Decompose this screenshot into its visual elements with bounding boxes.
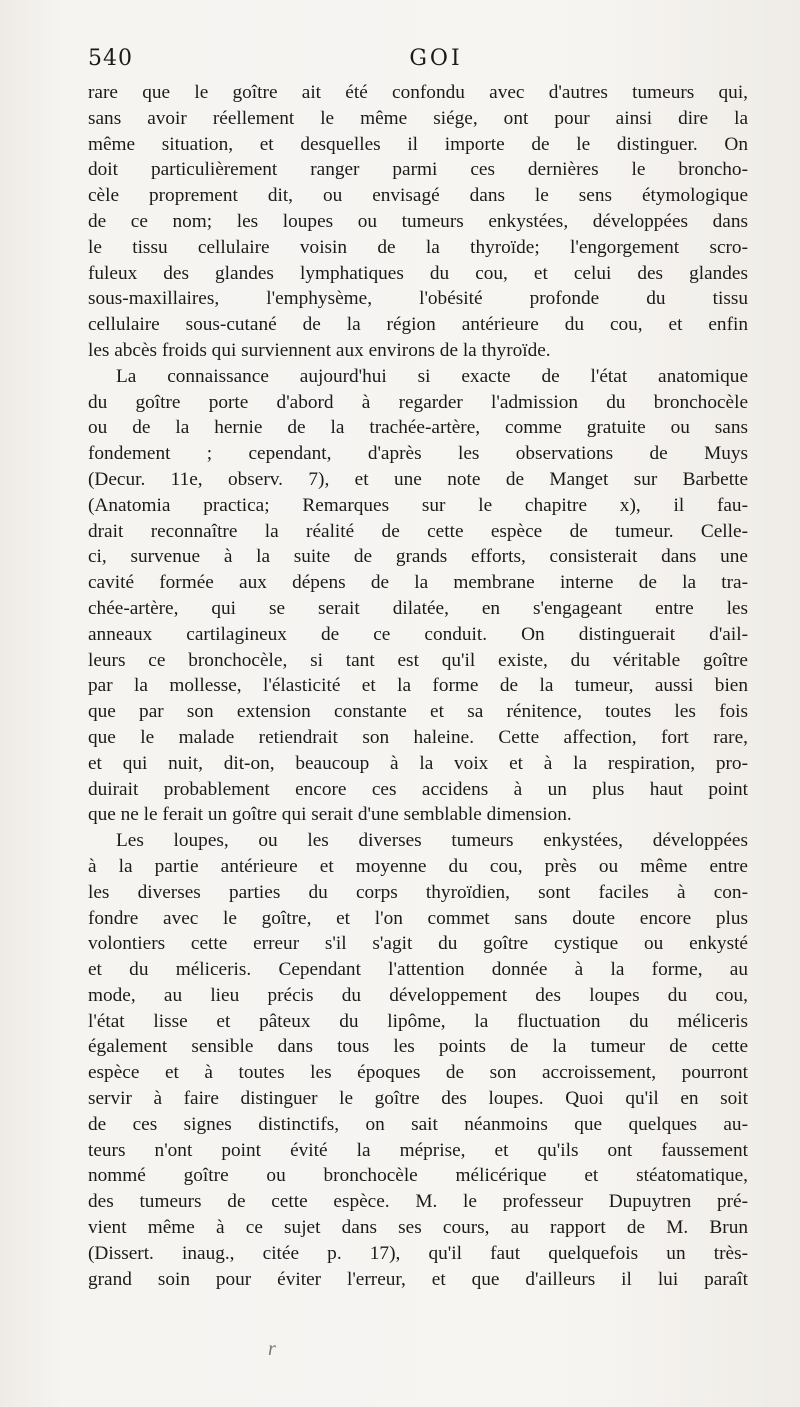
text-line: sous-maxillaires, l'emphysème, l'obésité profonde du tissu (88, 288, 748, 310)
text-line: de ces signes distinctifs, on sait néanmoins que quelques au- (88, 1113, 748, 1135)
text-line: rare que le goître ait été confondu avec d'autres tumeurs qui, (88, 82, 748, 103)
text-line: les diverses parties du corps thyroïdien, sont faciles à con- (88, 881, 748, 903)
text-line: (Dissert. inaug., citée p. 17), qu'il faut quelquefois un très- (88, 1242, 748, 1264)
text-line: ou de la hernie de la trachée-artère, comme gratuite ou sans (88, 417, 748, 439)
text-line: l'état lisse et pâteux du lipôme, la fluctuation du méliceris (88, 1010, 748, 1032)
text-line: mode, au lieu précis du développement des loupes du cou, (88, 984, 748, 1006)
text-line: même situation, et desquelles il importe de le distinguer. On (88, 133, 748, 155)
text-line: cavité formée aux dépens de la membrane interne de la tra- (88, 572, 748, 594)
text-line: leurs ce bronchocèle, si tant est qu'il existe, du véritable goître (88, 649, 748, 671)
text-line: fondement ; cependant, d'après les observations de Muys (88, 443, 748, 465)
text-line: que ne le ferait un goître qui serait d'une semblable dimension. (88, 804, 572, 826)
text-line: des tumeurs de cette espèce. M. le professeur Dupuytren pré- (88, 1191, 748, 1213)
text-line: nommé goître ou bronchocèle mélicérique et stéatomatique, (88, 1165, 748, 1187)
text-line: Les loupes, ou les diverses tumeurs enkystées, développées (116, 830, 748, 852)
text-line: (Anatomia practica; Remarques sur le chapitre x), il fau- (88, 494, 748, 516)
text-line: et qui nuit, dit-on, beaucoup à la voix et à la respiration, pro- (88, 752, 748, 774)
text-line: volontiers cette erreur s'il s'agit du goître cystique ou enkysté (88, 933, 748, 955)
text-line: grand soin pour éviter l'erreur, et que d'ailleurs il lui paraît (88, 1268, 748, 1290)
text-line: espèce et à toutes les époques de son accroissement, pourront (88, 1062, 748, 1084)
text-line: chée-artère, qui se serait dilatée, en s'engageant entre les (88, 597, 748, 619)
text-line: du goître porte d'abord à regarder l'admission du bronchocèle (88, 391, 748, 413)
text-line: teurs n'ont point évité la méprise, et qu'ils ont faussement (88, 1139, 748, 1161)
body-text (88, 80, 748, 1292)
text-line: par la mollesse, l'élasticité et la forme de la tumeur, aussi bien (88, 675, 748, 697)
text-line: et du méliceris. Cependant l'attention donnée à la forme, au (88, 959, 748, 981)
text-line: fuleux des glandes lymphatiques du cou, et celui des glandes (88, 262, 748, 284)
text-line: que par son extension constante et sa rénitence, toutes les fois (88, 701, 748, 723)
text-line: servir à faire distinguer le goître des loupes. Quoi qu'il en soit (88, 1088, 748, 1110)
stray-mark: r (268, 1338, 276, 1360)
text-line: La connaissance aujourd'hui si exacte de l'état anatomique (116, 365, 748, 387)
text-line: les abcès froids qui surviennent aux environs de la thyroïde. (88, 339, 551, 361)
text-line: doit particulièrement ranger parmi ces dernières le broncho- (88, 159, 748, 181)
text-line: ci, survenue à la suite de grands efforts, consisterait dans une (88, 546, 748, 568)
page-header (88, 46, 748, 76)
text-line: à la partie antérieure et moyenne du cou, près ou même entre (88, 855, 748, 877)
text-line: cèle proprement dit, ou envisagé dans le sens étymologique (88, 185, 748, 207)
text-line: le tissu cellulaire voisin de la thyroïde; l'engorgement scro- (88, 236, 748, 258)
text-line: (Decur. 11e, observ. 7), et une note de Manget sur Barbette (88, 468, 748, 490)
running-head: GOI (409, 46, 463, 71)
text-line: de ce nom; les loupes ou tumeurs enkystées, développées dans (88, 210, 748, 232)
text-line: drait reconnaître la réalité de cette espèce de tumeur. Celle- (88, 520, 748, 542)
text-line: sans avoir réellement le même siége, ont pour ainsi dire la (88, 107, 748, 129)
text-line: que le malade retiendrait son haleine. Cette affection, fort rare, (88, 726, 748, 748)
page-number: 540 (88, 46, 133, 71)
text-line: duirait probablement encore ces accidens à un plus haut point (88, 778, 748, 800)
text-line: cellulaire sous-cutané de la région antérieure du cou, et enfin (88, 314, 748, 336)
text-line: fondre avec le goître, et l'on commet sans doute encore plus (88, 907, 748, 929)
text-line: également sensible dans tous les points de la tumeur de cette (88, 1036, 748, 1058)
text-line: vient même à ce sujet dans ses cours, au rapport de M. Brun (88, 1217, 748, 1239)
text-line: anneaux cartilagineux de ce conduit. On distinguerait d'ail- (88, 623, 748, 645)
